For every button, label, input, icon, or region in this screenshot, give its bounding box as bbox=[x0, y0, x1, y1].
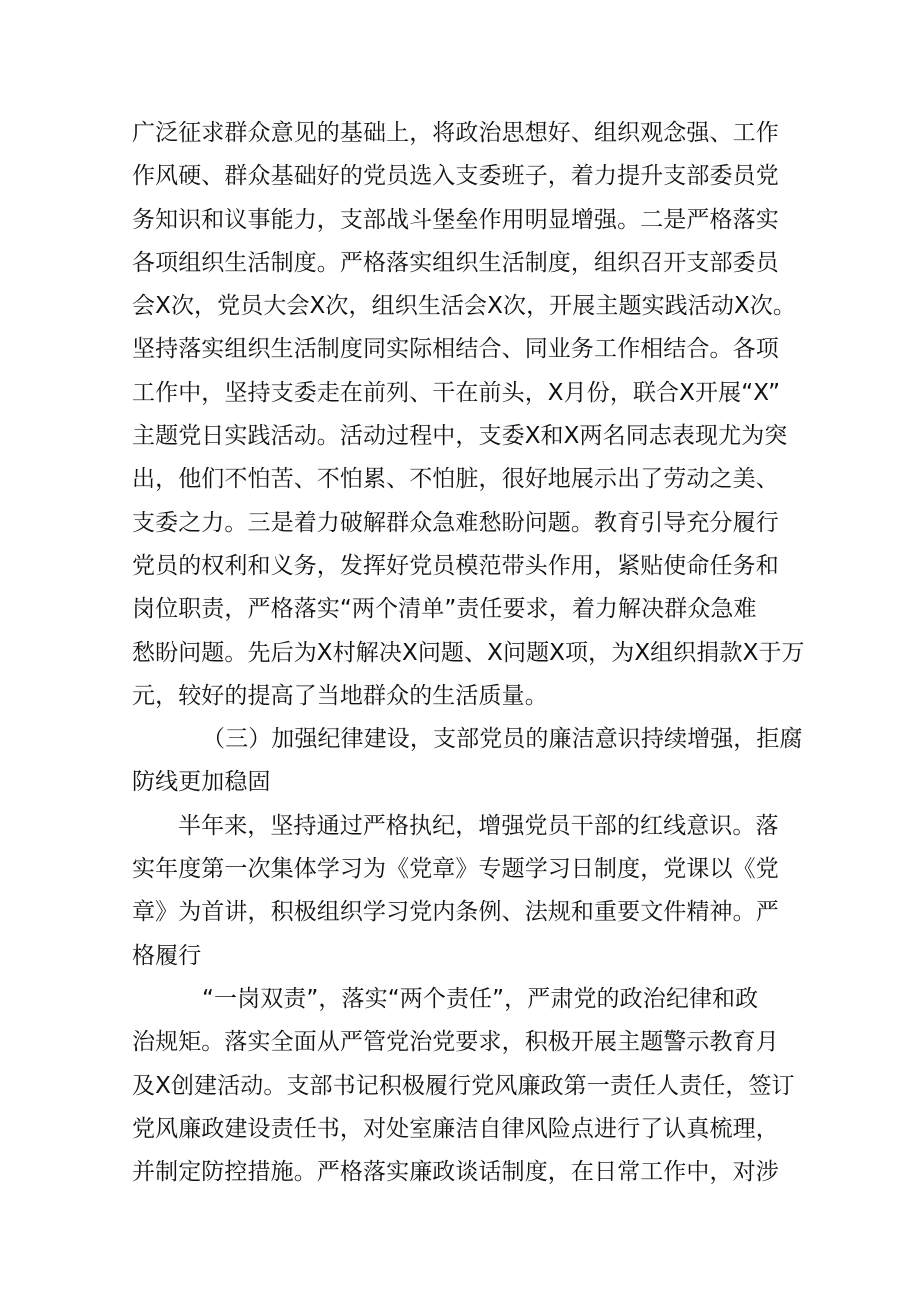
document-body bbox=[132, 112, 812, 1194]
text-line: 支委之力。三是着力破解群众急难愁盼问题。教育引导充分履行 bbox=[132, 509, 779, 536]
text-line: 出，他们不怕苦、不怕累、不怕脏，很好地展示出了劳动之美、 bbox=[132, 466, 779, 493]
text-line: 元，较好的提高了当地群众的生活质量。 bbox=[132, 682, 548, 709]
text-line: “一岗双责”，落实“两个责任”，严肃党的政治纪律和政 bbox=[202, 985, 759, 1012]
section-heading-line: 防线更加稳固 bbox=[132, 769, 271, 796]
text-line: 务知识和议事能力，支部战斗堡垒作用明显增强。二是严格落实 bbox=[132, 206, 779, 233]
text-line: 格履行 bbox=[132, 942, 202, 969]
text-line: 半年来，坚持通过严格执纪，增强党员干部的红线意识。落 bbox=[178, 812, 779, 839]
text-line: 岗位职责，严格落实“两个清单”责任要求，着力解决群众急难 bbox=[132, 596, 757, 623]
text-line: 主题党日实践活动。活动过程中，支委X和X两名同志表现尤为突 bbox=[132, 423, 788, 450]
text-line: 实年度第一次集体学习为《党章》专题学习日制度，党课以《党 bbox=[132, 856, 779, 883]
text-line: 会X次，党员大会X次，组织生活会X次，开展主题实践活动X次。 bbox=[132, 293, 797, 320]
text-line: 及X创建活动。支部书记积极履行党风廉政第一责任人责任，签订 bbox=[132, 1072, 795, 1099]
text-line: 愁盼问题。先后为X村解决X问题、X问题X项，为X组织捐款X于万 bbox=[132, 639, 805, 666]
section-heading-line: （三）加强纪律建设，支部党员的廉洁意识持续增强，拒腐 bbox=[202, 726, 803, 753]
text-line: 党员的权利和义务，发挥好党员模范带头作用，紧贴使命任务和 bbox=[132, 552, 779, 579]
text-line: 作风硬、群众基础好的党员选入支委班子，着力提升支部委员党 bbox=[132, 163, 779, 190]
text-line: 章》为首讲，积极组织学习党内条例、法规和重要文件精神。严 bbox=[132, 899, 779, 926]
text-line: 并制定防控措施。严格落实廉政谈话制度，在日常工作中，对涉 bbox=[132, 1159, 779, 1186]
text-line: 工作中，坚持支委走在前列、干在前头，X月份，联合X开展“X” bbox=[132, 379, 781, 406]
text-line: 党风廉政建设责任书，对处室廉洁自律风险点进行了认真梳理， bbox=[132, 1115, 779, 1142]
text-line: 治规矩。落实全面从严管党治党要求，积极开展主题警示教育月 bbox=[132, 1029, 779, 1056]
text-line: 广泛征求群众意见的基础上，将政治思想好、组织观念强、工作 bbox=[132, 120, 779, 146]
text-line: 坚持落实组织生活制度同实际相结合、同业务工作相结合。各项 bbox=[132, 336, 779, 363]
text-line: 各项组织生活制度。严格落实组织生活制度，组织召开支部委员 bbox=[132, 249, 779, 276]
